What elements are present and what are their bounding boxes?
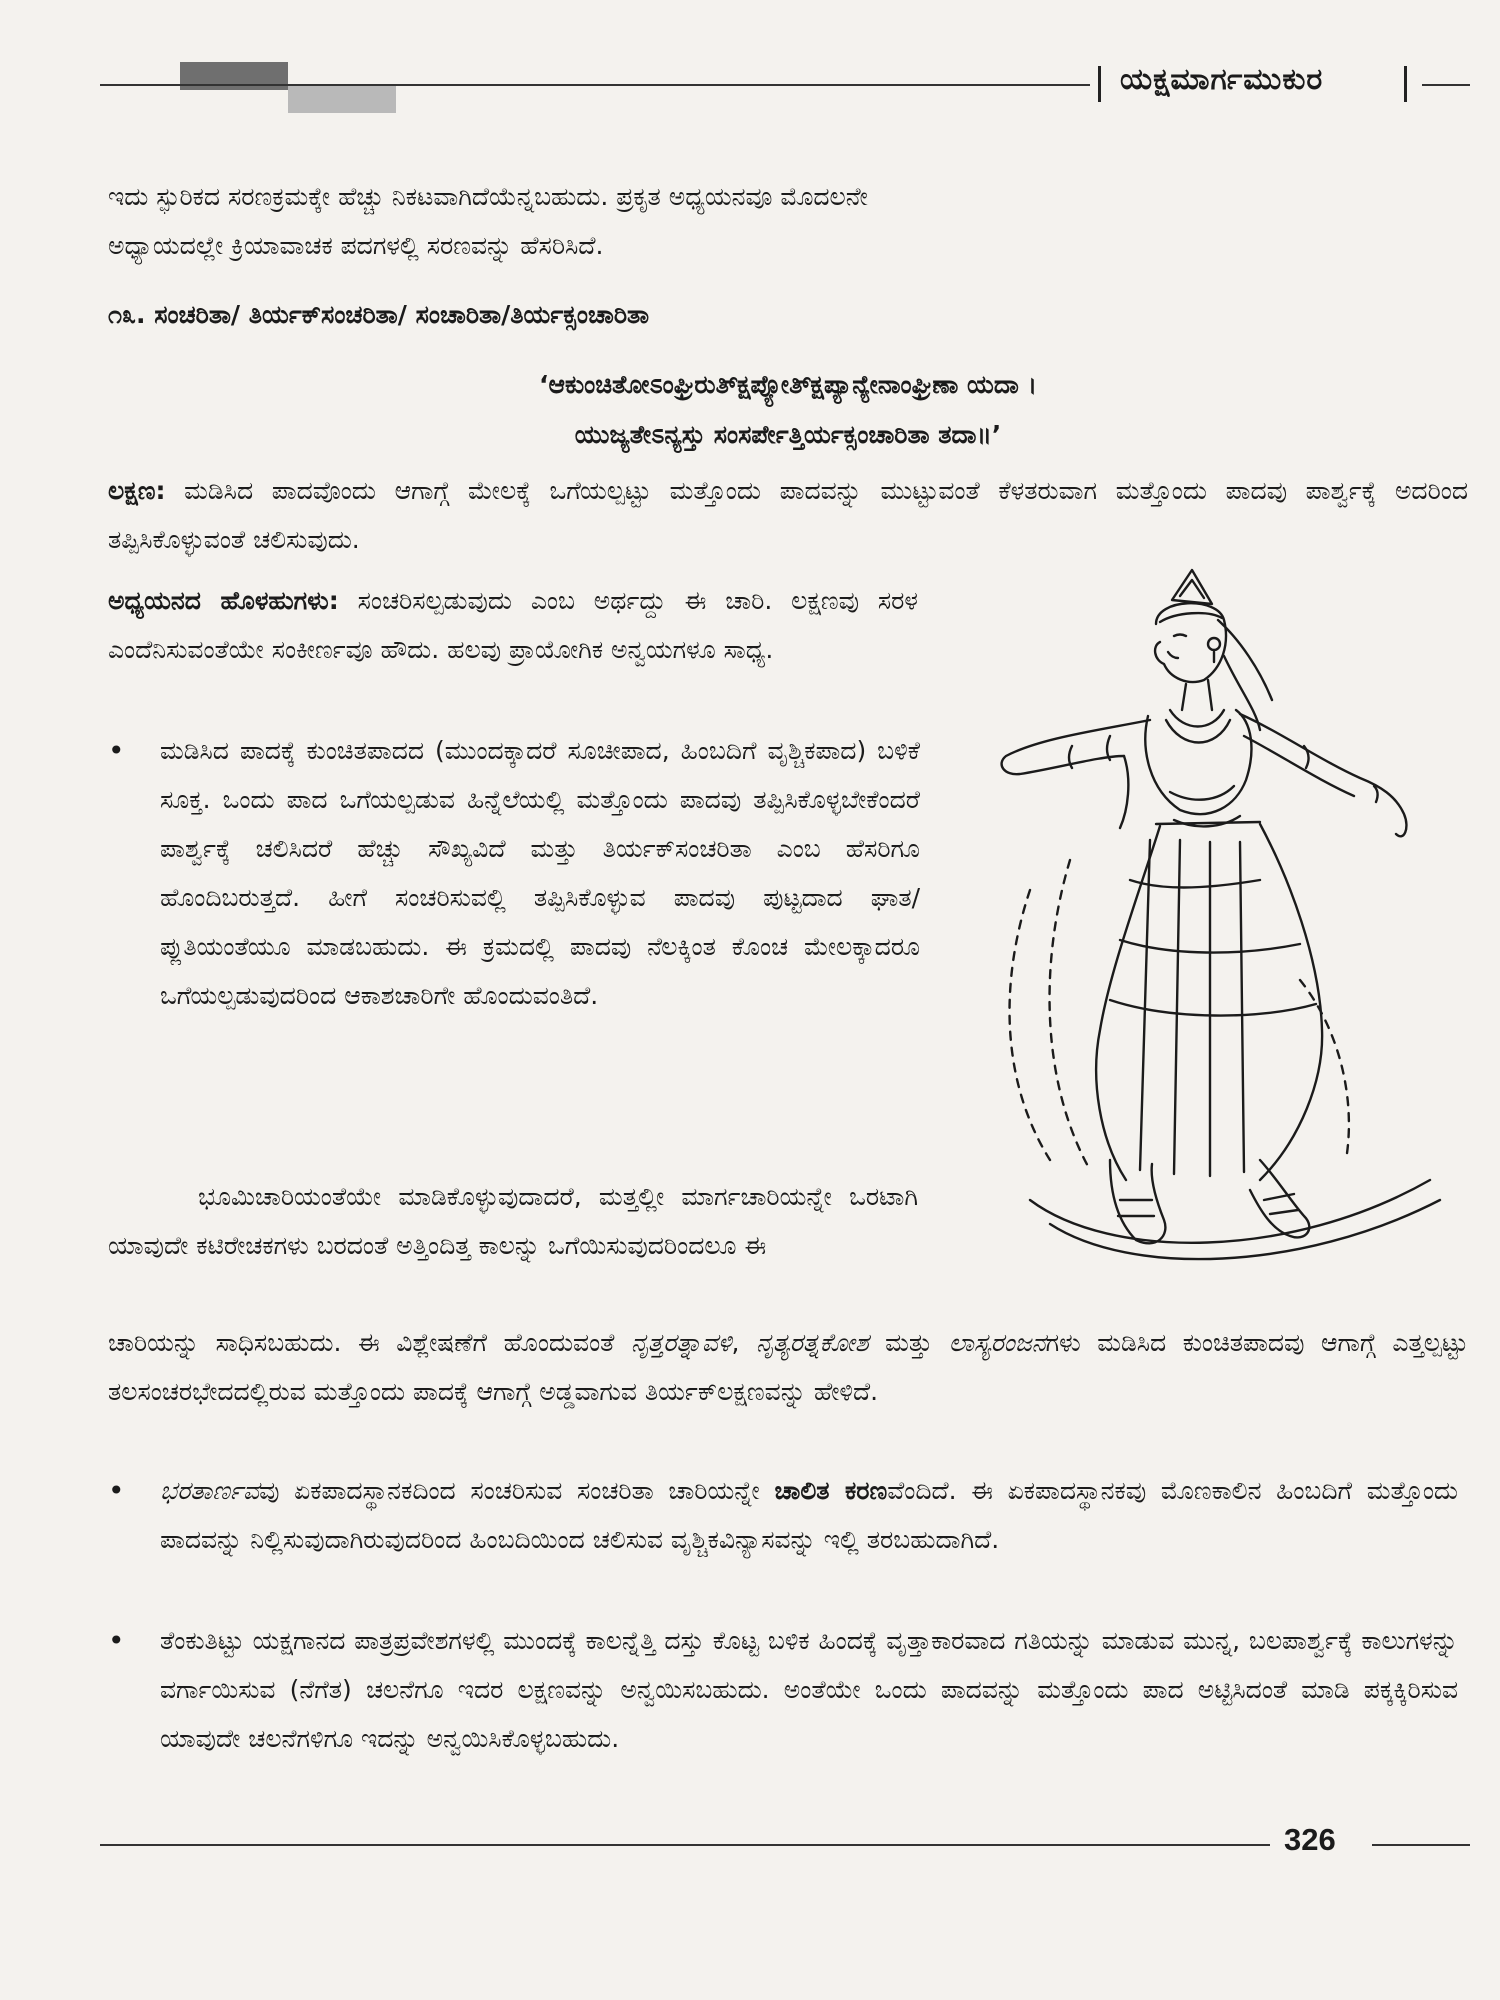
paragraph-2-narrow: ಭೂಮಿಚಾರಿಯಂತೆಯೇ ಮಾಡಿಕೊಳ್ಳುವುದಾದರೆ, ಮತ್ತಲ್ಲೀ ಮಾರ್ಗಚಾರಿಯನ್ನೇ ಒರಟಾಗಿ ಯಾವುದೇ ಕಟಿರೇಚಕಗಳು ಬರದಂತೆ ಅತ್ತಿಂದಿತ್ತ ಕಾಲನ್ನು ಒಗೆಯಿಸುವುದರಿಂದಲೂ ಈ bbox=[108, 1182, 918, 1260]
paragraph-2-continued bbox=[108, 1318, 1468, 1416]
intro-line: ಇದು ಸ್ಫುರಿಕದ ಸರಣಕ್ರಮಕ್ಕೇ ಹೆಚ್ಚು ನಿಕಟವಾಗಿದೆಯೆನ್ನಬಹುದು. ಪ್ರಕೃತ ಅಧ್ಯಯನವೂ ಮೊದಲನೇ bbox=[108, 182, 868, 211]
verse-line: ಯುಜ್ಯತೇಽನ್ಯಸ್ತು ಸಂಸರ್ಪೇತ್ತಿರ್ಯಕ್ಸಂಚಾರಿತಾ ತದಾ॥’ bbox=[574, 420, 1002, 449]
paragraph-2 bbox=[108, 1172, 918, 1270]
bullet-1-text: ಮಡಿಸಿದ ಪಾದಕ್ಕೆ ಕುಂಚಿತಪಾದದ (ಮುಂದಕ್ಕಾದರೆ ಸೂಚೀಪಾದ, ಹಿಂಬದಿಗೆ ವೃಶ್ಚಿಕಪಾದ) ಬಳಿಕೆ ಸೂಕ್ತ. ಒಂದು ಪಾದ ಒಗೆಯಲ್ಪಡುವ ಹಿನ್ನೆಲೆಯಲ್ಲಿ ಮತ್ತೊಂದು ಪಾದವು ತಪ್ಪಿಸಿಕೊಳ್ಳಬೇಕೆಂದರೆ ಪಾರ್ಶ್ವಕ್ಕೆ ಚಲಿಸಿದರೆ ಹೆಚ್ಚು ಸೌಖ್ಯವಿದೆ ಮತ್ತು ತಿರ್ಯಕ್‌ಸಂಚರಿತಾ ಎಂಬ ಹೆಸರಿಗೂ ಹೊಂದಿಬರುತ್ತದೆ. ಹೀಗೆ ಸಂಚರಿಸುವಲ್ಲಿ ತಪ್ಪಿಸಿಕೊಳ್ಳುವ ಪಾದವು ಪುಟ್ಟದಾದ ಘಾತ/ಪ್ಲುತಿಯಂತೆಯೂ ಮಾಡಬಹುದು. ಈ ಕ್ರಮದಲ್ಲಿ ಪಾದವು ನೆಲಕ್ಕಿಂತ ಕೊಂಚ ಮೇಲಕ್ಕಾದರೂ ಒಗೆಯಲ್ಪಡುವುದರಿಂದ ಆಕಾಶಚಾರಿಗೇ ಹೊಂದುವಂತಿದೆ. bbox=[160, 736, 920, 1010]
lakshana-paragraph bbox=[108, 466, 1468, 564]
intro-line: ಅಧ್ಯಾಯದಲ್ಲೇ ಕ್ರಿಯಾವಾಚಕ ಪದಗಳಲ್ಲಿ ಸರಣವನ್ನು ಹೆಸರಿಸಿದೆ. bbox=[108, 231, 604, 260]
page-number: 326 bbox=[1284, 1822, 1336, 1857]
lakshana-text: ಮಡಿಸಿದ ಪಾದವೊಂದು ಆಗಾಗ್ಗೆ ಮೇಲಕ್ಕೆ ಒಗೆಯಲ್ಪಟ್ಟು ಮತ್ತೊಂದು ಪಾದವನ್ನು ಮುಟ್ಟುವಂತೆ ಕೆಳತರುವಾಗ ಮತ್ತೊಂದು ಪಾದವು ಪಾರ್ಶ್ವಕ್ಕೆ ಅದರಿಂದ ತಪ್ಪಿಸಿಕೊಳ್ಳುವಂತೆ ಚಲಿಸುವುದು. bbox=[108, 476, 1468, 554]
source-title: ಭರತಾರ್ಣವ bbox=[160, 1476, 260, 1505]
verse-line: ‘ಆಕುಂಚಿತೋಽಂಘ್ರಿರುತ್ಕ್ಷಿಪ್ಯೋತ್ಕ್ಷಿಪ್ಯಾನ್ಯೇನಾಂಘ್ರಿಣಾ ಯದಾ । bbox=[538, 370, 1038, 399]
header-bar-right bbox=[1404, 66, 1407, 102]
bullet-icon: • bbox=[108, 734, 125, 767]
separator: , bbox=[731, 1328, 740, 1357]
bullet-item-2 bbox=[108, 1466, 1468, 1564]
bullet-item-1 bbox=[108, 726, 918, 1020]
insights-label: ಅಧ್ಯಯನದ ಹೊಳಹುಗಳು: bbox=[108, 586, 339, 615]
running-header-title: ಯಕ್ಷಮಾರ್ಗಮುಕುರ bbox=[1120, 62, 1324, 97]
dancer-illustration-icon bbox=[960, 560, 1460, 1280]
source-title: ನೃತ್ಯರತ್ನಕೋಶ bbox=[756, 1328, 869, 1357]
bullet-icon: • bbox=[108, 1624, 125, 1657]
conjunction: ಮತ್ತು bbox=[885, 1328, 933, 1357]
bullet-2-text-a: ವು ಏಕಪಾದಸ್ಥಾನಕದಿಂದ ಸಂಚರಿಸುವ ಸಂಚರಿತಾ ಚಾರಿಯನ್ನೇ bbox=[259, 1476, 760, 1505]
lakshana-label: ಲಕ್ಷಣ: bbox=[108, 476, 166, 505]
bullet-icon: • bbox=[108, 1474, 125, 1507]
footer-rule bbox=[100, 1844, 1270, 1846]
header-rule-right bbox=[1422, 84, 1470, 86]
term-highlight: ಚಾಲಿತ ಕರಣ bbox=[774, 1476, 888, 1505]
header-rule bbox=[100, 84, 1090, 86]
section-heading: ೧೩. ಸಂಚರಿತಾ/ ತಿರ್ಯಕ್‌ಸಂಚರಿತಾ/ ಸಂಚಾರಿತಾ/ತಿರ್ಯಕ್ಸಂಚಾರಿತಾ bbox=[108, 300, 650, 329]
sanskrit-verse bbox=[108, 360, 1468, 460]
intro-paragraph bbox=[108, 172, 1468, 270]
insights-paragraph bbox=[108, 576, 918, 674]
bullet-3-text: ತೆಂಕುತಿಟ್ಟು ಯಕ್ಷಗಾನದ ಪಾತ್ರಪ್ರವೇಶಗಳಲ್ಲಿ ಮುಂದಕ್ಕೆ ಕಾಲನ್ನೆತ್ತಿ ದಸ್ತು ಕೊಟ್ಟ ಬಳಿಕ ಹಿಂದಕ್ಕೆ ವೃತ್ತಾಕಾರವಾದ ಗತಿಯನ್ನು ಮಾಡುವ ಮುನ್ನ, ಬಲಪಾರ್ಶ್ವಕ್ಕೆ ಕಾಲುಗಳನ್ನು ವರ್ಗಾಯಿಸುವ (ನೆಗೆತ) ಚಲನೆಗೂ ಇದರ ಲಕ್ಷಣವನ್ನು ಅನ್ವಯಿಸಬಹುದು. ಅಂತೆಯೇ ಒಂದು ಪಾದವನ್ನು ಮತ್ತೊಂದು ಪಾದ ಅಟ್ಟಿಸಿದಂತೆ ಮಾಡಿ ಪಕ್ಕಕ್ಕಿರಿಸುವ ಯಾವುದೇ ಚಲನೆಗಳಿಗೂ ಇದನ್ನು ಅನ್ವಯಿಸಿಕೊಳ್ಳಬಹುದು. bbox=[160, 1626, 1458, 1753]
bullet-2-text-b: ವೆಂದಿದೆ. ಈ ಏಕಪಾದಸ್ಥಾನಕವು ಮೊಣಕಾಲಿನ ಹಿಂಬದಿಗೆ ಮತ್ತೊಂದು ಪಾದವನ್ನು ನಿಲ್ಲಿಸುವುದಾಗಿರುವುದರಿಂದ ಹಿಂಬದಿಯಿಂದ ಚಲಿಸುವ ವೃಶ್ಚಿಕವಿನ್ಯಾಸವನ್ನು ಇಲ್ಲಿ ತರಬಹುದಾಗಿದೆ. bbox=[160, 1476, 1459, 1554]
para2-text-a: ಚಾರಿಯನ್ನು ಸಾಧಿಸಬಹುದು. ಈ ವಿಶ್ಲೇಷಣೆಗೆ ಹೊಂದುವಂತೆ bbox=[108, 1328, 615, 1357]
source-title: ಲಾಸ್ಯರಂಜನ bbox=[948, 1328, 1046, 1357]
footer-rule-right bbox=[1372, 1844, 1470, 1846]
para2-text-b: ಗಳು ಮಡಿಸಿದ ಕುಂಚಿತಪಾದವು ಆಗಾಗ್ಗೆ ಎತ್ತಲ್ಪಟ್ಟು ತಲಸಂಚರಭೇದದಲ್ಲಿರುವ ಮತ್ತೊಂದು ಪಾದಕ್ಕೆ ಆಗಾಗ್ಗೆ ಅಡ್ಡವಾಗುವ ತಿರ್ಯಕ್‌ಲಕ್ಷಣವನ್ನು ಹೇಳಿದೆ. bbox=[108, 1328, 1468, 1406]
insights-text: ಸಂಚರಿಸಲ್ಪಡುವುದು ಎಂಬ ಅರ್ಥದ್ದು ಈ ಚಾರಿ. ಲಕ್ಷಣವು ಸರಳ ಎಂದೆನಿಸುವಂತೆಯೇ ಸಂಕೀರ್ಣವೂ ಹೌದು. ಹಲವು ಪ್ರಾಯೋಗಿಕ ಅನ್ವಯಗಳೂ ಸಾಧ್ಯ. bbox=[108, 586, 918, 664]
bullet-item-3 bbox=[108, 1616, 1468, 1763]
source-title: ನೃತ್ತರತ್ನಾವಳಿ bbox=[630, 1328, 732, 1357]
header-decor-light bbox=[288, 86, 396, 113]
header-bar-left bbox=[1098, 66, 1101, 102]
